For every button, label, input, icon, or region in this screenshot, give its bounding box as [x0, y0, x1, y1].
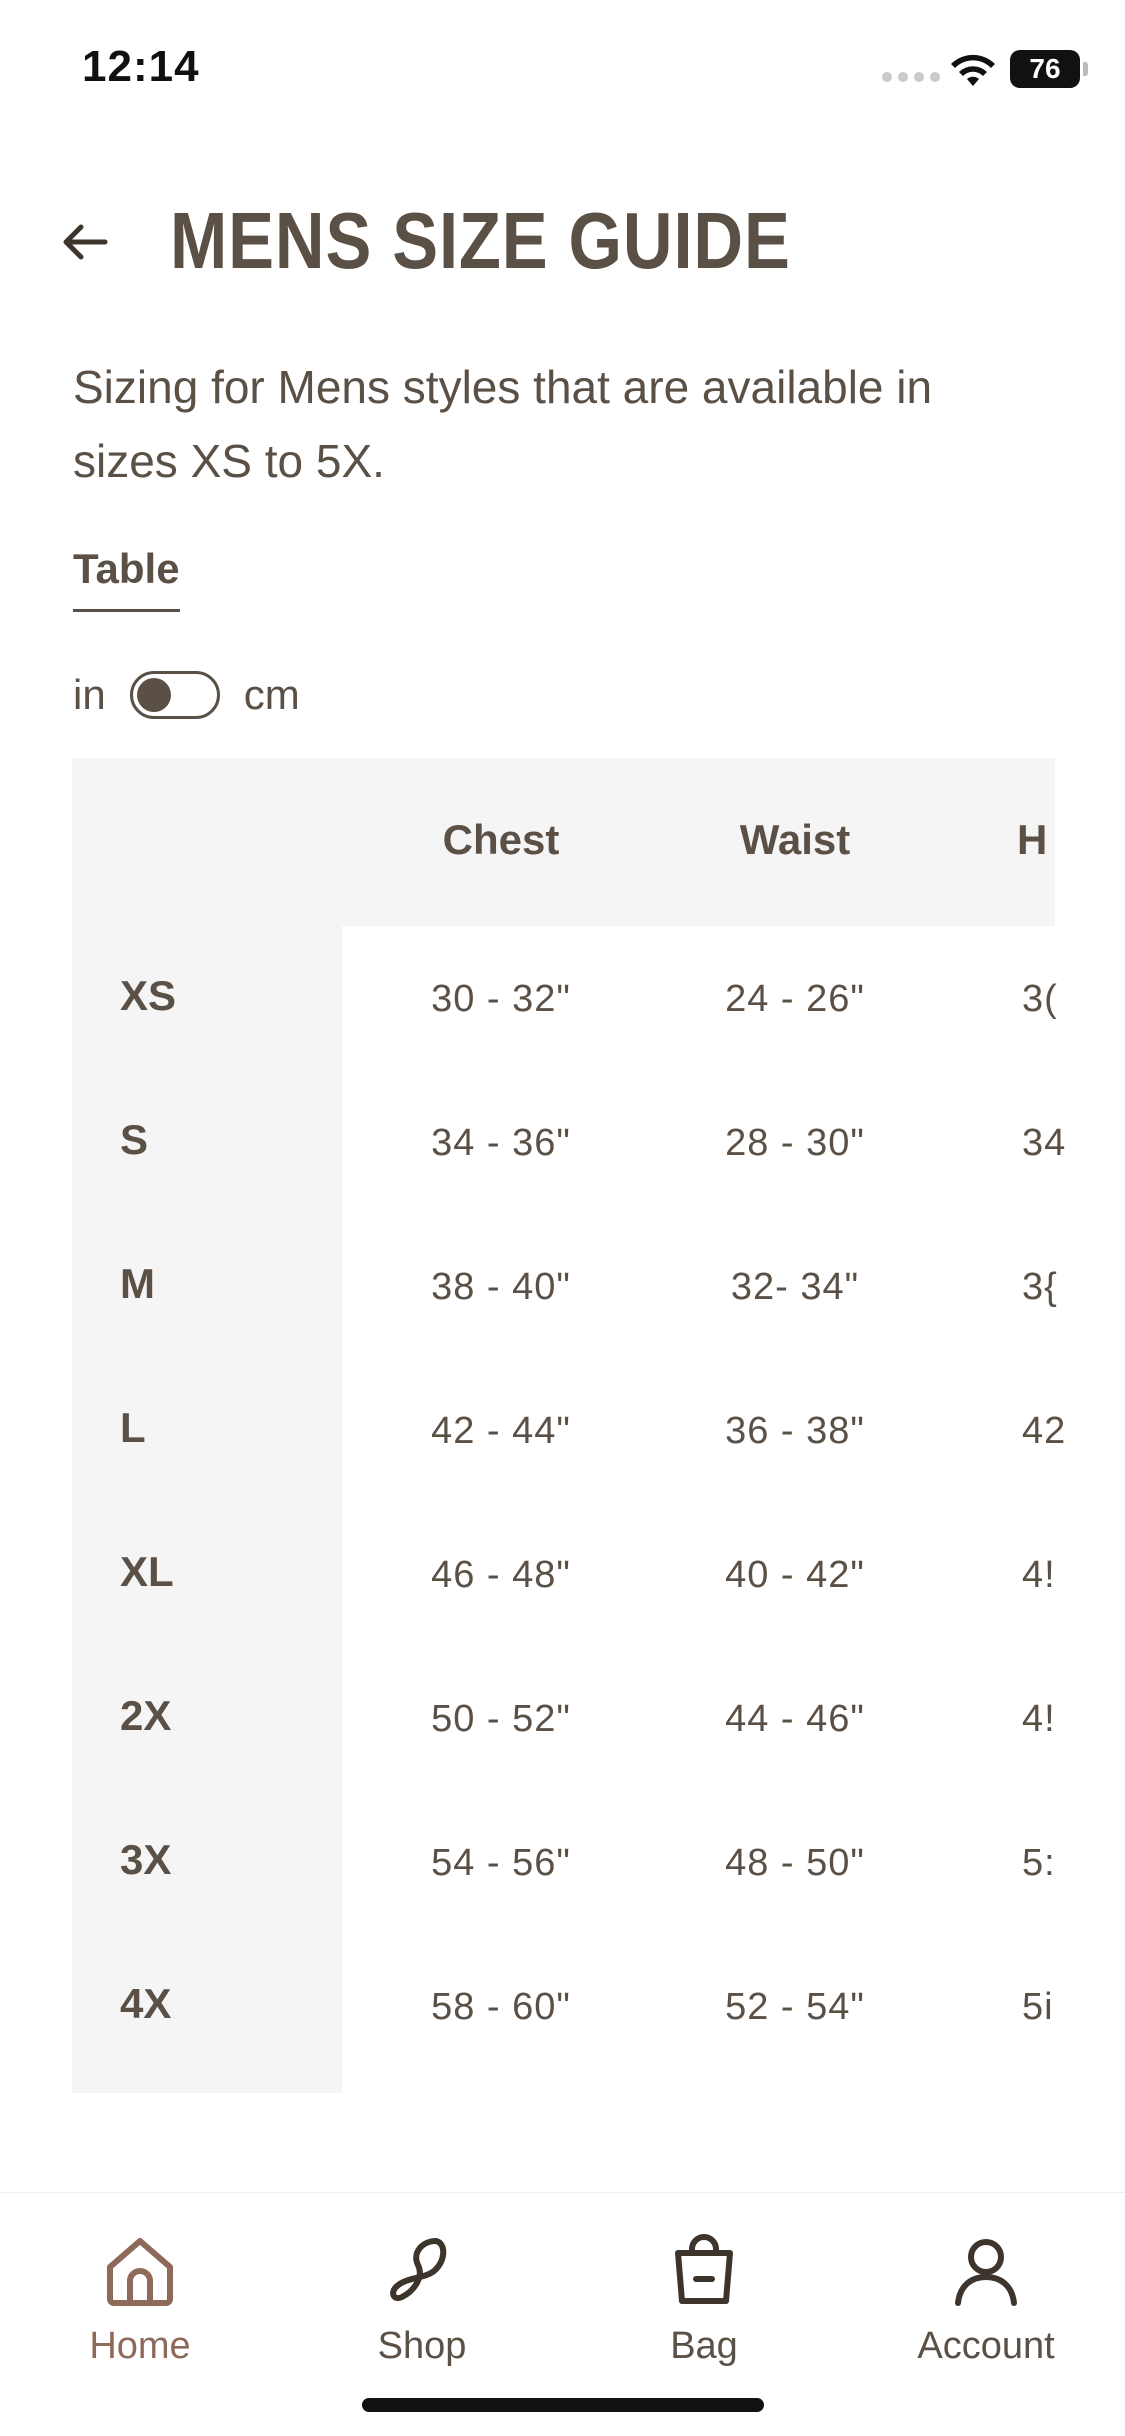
table-size-column: [72, 926, 342, 2093]
cellular-signal-icon: [882, 72, 940, 82]
arrow-left-icon: [61, 222, 107, 262]
cell-xs-hip: 3(: [1022, 978, 1058, 1020]
battery-icon: 76: [1010, 50, 1080, 88]
cell-s-chest: 34 - 36": [431, 1122, 571, 1164]
row-label-2x: 2X: [120, 1692, 172, 1739]
cell-4x-chest: 58 - 60": [431, 1986, 571, 2028]
cell-2x-waist: 44 - 46": [725, 1698, 865, 1740]
unit-toggle-row: [73, 665, 300, 725]
cell-xs-waist: 24 - 26": [725, 978, 865, 1020]
row-label-s: S: [120, 1116, 149, 1163]
nav-item-home[interactable]: [40, 2233, 240, 2368]
cell-3x-chest: 54 - 56": [431, 1842, 571, 1884]
cell-m-waist: 32- 34": [730, 1266, 860, 1308]
cell-xl-waist: 40 - 42": [725, 1554, 865, 1596]
unit-label-cm: cm: [243, 671, 300, 718]
home-icon: [102, 2233, 178, 2309]
size-guide-description: Sizing for Mens styles that are available in sizes XS to 5X.: [73, 361, 933, 487]
cell-s-hip: 34: [1022, 1122, 1067, 1164]
nav-item-bag[interactable]: [604, 2233, 804, 2368]
cell-4x-waist: 52 - 54": [725, 1986, 865, 2028]
column-header-chest: Chest: [442, 816, 560, 863]
cell-xl-chest: 46 - 48": [431, 1554, 571, 1596]
size-table[interactable]: [72, 758, 1067, 2093]
cell-2x-hip: 4!: [1022, 1698, 1056, 1740]
cell-l-waist: 36 - 38": [725, 1410, 865, 1452]
nav-label-bag: Bag: [670, 2325, 738, 2367]
account-icon: [948, 2233, 1024, 2309]
nav-label-shop: Shop: [377, 2325, 467, 2367]
toggle-knob: [137, 678, 171, 712]
column-header-waist: Waist: [739, 816, 851, 863]
cell-3x-waist: 48 - 50": [725, 1842, 865, 1884]
shop-icon: [384, 2233, 460, 2309]
nav-label-account: Account: [917, 2325, 1055, 2367]
row-label-3x: 3X: [120, 1836, 172, 1883]
nav-label-home: Home: [89, 2325, 191, 2367]
wifi-icon: [948, 50, 998, 90]
home-indicator: [362, 2398, 764, 2412]
row-label-m: M: [120, 1260, 155, 1307]
back-button[interactable]: [54, 212, 114, 272]
cell-l-chest: 42 - 44": [431, 1410, 571, 1452]
cell-xl-hip: 4!: [1022, 1554, 1056, 1596]
unit-label-in: in: [73, 671, 106, 718]
cell-m-chest: 38 - 40": [431, 1266, 571, 1308]
nav-item-shop[interactable]: [322, 2233, 522, 2368]
status-bar: [0, 0, 1125, 140]
cell-l-hip: 42: [1022, 1410, 1067, 1452]
bag-icon: [666, 2233, 742, 2309]
nav-item-account[interactable]: [886, 2233, 1086, 2368]
cell-3x-hip: 5:: [1022, 1842, 1056, 1884]
tab-table[interactable]: Table: [73, 545, 180, 612]
cell-m-hip: 3{: [1022, 1266, 1058, 1308]
row-label-xs: XS: [120, 972, 177, 1019]
row-label-l: L: [120, 1404, 146, 1451]
cell-xs-chest: 30 - 32": [431, 978, 571, 1020]
page-title: MENS SIZE GUIDE: [170, 196, 791, 285]
cell-s-waist: 28 - 30": [725, 1122, 865, 1164]
row-label-4x: 4X: [120, 1980, 172, 2027]
cell-4x-hip: 5i: [1022, 1986, 1054, 2028]
cell-2x-chest: 50 - 52": [431, 1698, 571, 1740]
status-time: 12:14: [82, 42, 200, 91]
column-header-hip: H: [1017, 816, 1048, 863]
unit-toggle[interactable]: [130, 671, 220, 719]
row-label-xl: XL: [120, 1548, 174, 1595]
